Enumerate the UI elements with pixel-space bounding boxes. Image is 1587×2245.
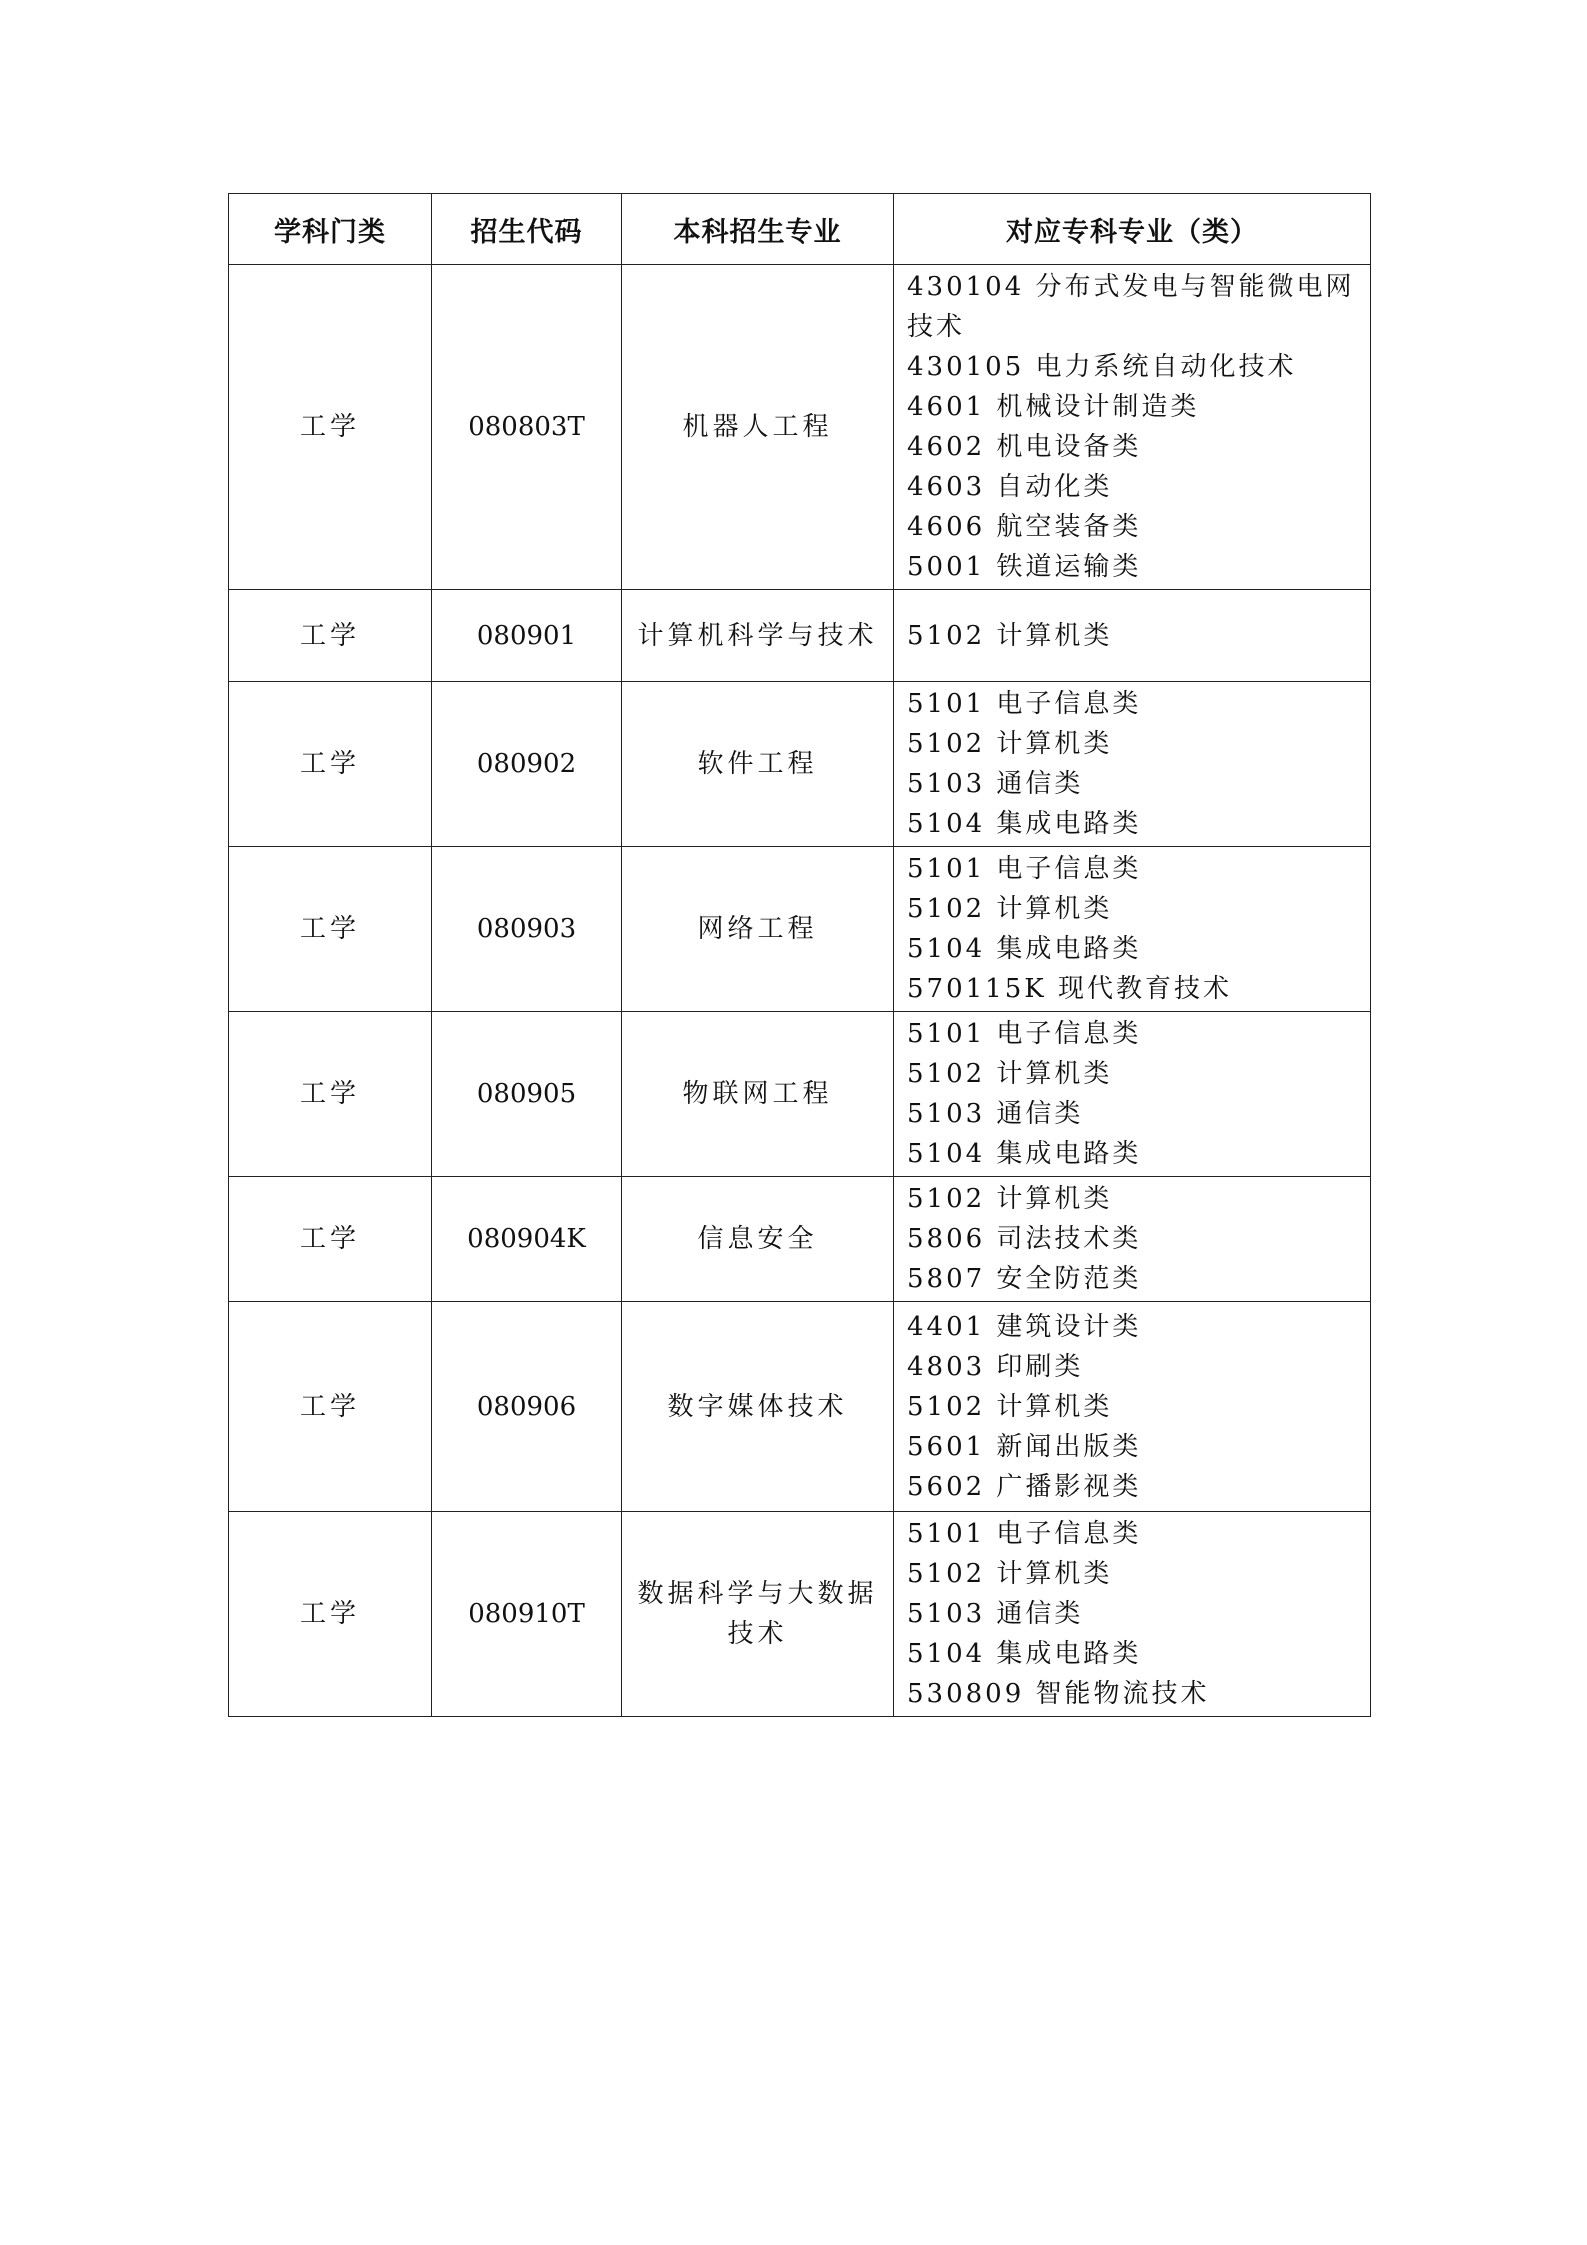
cell-major: 物联网工程 [622,1012,894,1177]
table-header [229,194,1371,265]
specialty-item: 5101 电子信息类 [907,1519,1142,1549]
cell-category: 工学 [229,1177,432,1302]
specialty-item: 5103 通信类 [907,1599,1084,1629]
specialty-item: 5602 广播影视类 [907,1471,1142,1502]
cell-specialties [894,1177,1371,1302]
specialty-item: 5601 新闻出版类 [907,1431,1142,1462]
specialty-item: 5806 司法技术类 [907,1224,1142,1254]
cell-category: 工学 [229,847,432,1012]
specialty-item: 5807 安全防范类 [907,1264,1142,1294]
specialty-item: 5103 通信类 [907,1099,1084,1129]
cell-code: 080901 [432,590,622,682]
cell-code: 080903 [432,847,622,1012]
cell-category: 工学 [229,1302,432,1512]
specialty-item: 5101 电子信息类 [907,854,1142,884]
cell-code: 080910T [432,1512,622,1717]
cell-specialties [894,265,1371,590]
header-major: 本科招生专业 [622,194,894,265]
specialty-item: 5104 集成电路类 [907,934,1142,964]
specialty-item: 5102 计算机类 [907,620,1113,651]
cell-specialties [894,1012,1371,1177]
table-row [229,682,1371,847]
specialty-item: 570115K 现代教育技术 [907,974,1232,1004]
table-row [229,1512,1371,1717]
specialty-item: 530809 智能物流技术 [907,1679,1210,1709]
cell-category: 工学 [229,682,432,847]
specialty-item: 4606 航空装备类 [907,512,1142,542]
header-specialty: 对应专科专业（类） [894,194,1371,265]
cell-category: 工学 [229,1512,432,1717]
specialty-item: 5001 铁道运输类 [907,552,1142,582]
specialty-item: 5104 集成电路类 [907,809,1142,839]
specialty-item: 5101 电子信息类 [907,689,1142,719]
specialty-item: 5102 计算机类 [907,1184,1113,1214]
specialty-item: 5104 集成电路类 [907,1139,1142,1169]
cell-category: 工学 [229,590,432,682]
cell-category: 工学 [229,265,432,590]
specialty-item: 5102 计算机类 [907,729,1113,759]
cell-major: 信息安全 [622,1177,894,1302]
cell-code: 080906 [432,1302,622,1512]
specialty-item: 4602 机电设备类 [907,432,1142,462]
cell-specialties [894,1512,1371,1717]
table-row [229,265,1371,590]
cell-code: 080904K [432,1177,622,1302]
specialty-item: 5102 计算机类 [907,1391,1113,1422]
major-mapping-table [228,193,1371,1717]
table-row [229,847,1371,1012]
specialty-item: 5102 计算机类 [907,894,1113,924]
specialty-item: 4603 自动化类 [907,472,1113,502]
cell-specialties [894,682,1371,847]
specialty-item: 430105 电力系统自动化技术 [907,352,1297,382]
header-row [229,194,1371,265]
table-row [229,1302,1371,1512]
cell-major: 机器人工程 [622,265,894,590]
specialty-item: 5103 通信类 [907,769,1084,799]
header-category: 学科门类 [229,194,432,265]
cell-code: 080803T [432,265,622,590]
cell-specialties [894,847,1371,1012]
header-code: 招生代码 [432,194,622,265]
table-body [229,265,1371,1717]
table-row [229,590,1371,682]
specialty-item: 430104 分布式发电与智能微电网技术 [907,272,1355,342]
table-row [229,1012,1371,1177]
cell-category: 工学 [229,1012,432,1177]
cell-code: 080905 [432,1012,622,1177]
cell-specialties [894,1302,1371,1512]
specialty-item: 5102 计算机类 [907,1059,1113,1089]
specialty-item: 5102 计算机类 [907,1559,1113,1589]
table-row [229,1177,1371,1302]
specialty-item: 5101 电子信息类 [907,1019,1142,1049]
specialty-item: 4803 印刷类 [907,1351,1084,1382]
specialty-item: 4601 机械设计制造类 [907,392,1200,422]
cell-code: 080902 [432,682,622,847]
cell-major: 软件工程 [622,682,894,847]
cell-major: 网络工程 [622,847,894,1012]
document-page [228,193,1370,1717]
specialty-item: 5104 集成电路类 [907,1639,1142,1669]
specialty-item: 4401 建筑设计类 [907,1311,1142,1342]
cell-major: 数字媒体技术 [622,1302,894,1512]
cell-major: 数据科学与大数据技术 [622,1512,894,1717]
cell-major: 计算机科学与技术 [622,590,894,682]
cell-specialties [894,590,1371,682]
